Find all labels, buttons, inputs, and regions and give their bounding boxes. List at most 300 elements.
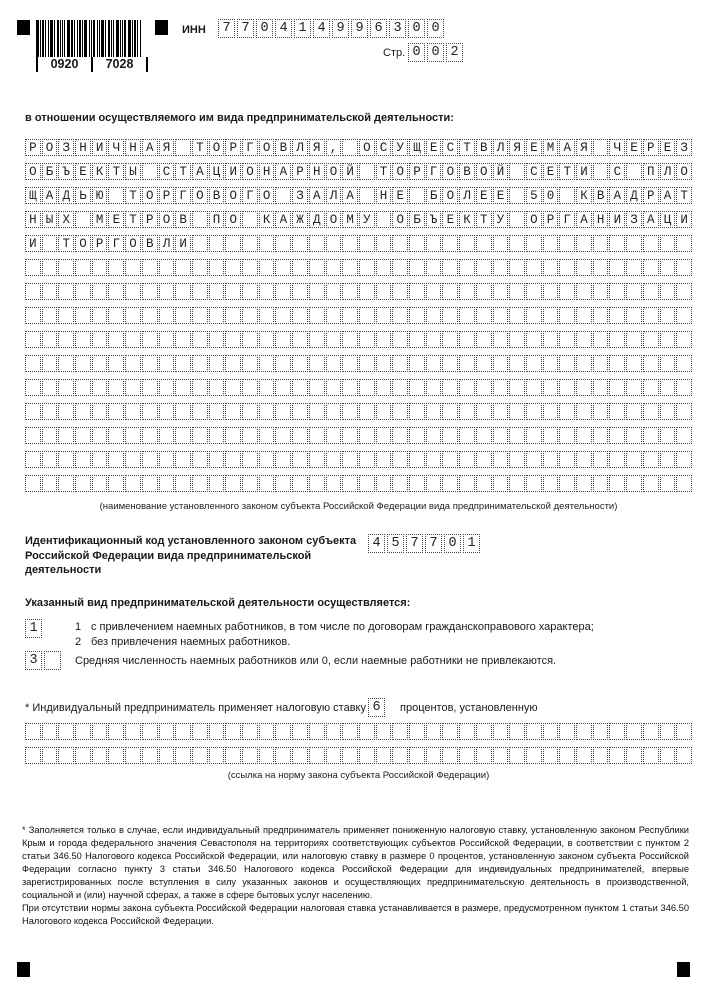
char-cell[interactable] xyxy=(593,475,609,492)
char-cell[interactable] xyxy=(326,403,342,420)
char-cell[interactable] xyxy=(92,355,108,372)
char-cell[interactable] xyxy=(409,355,425,372)
char-cell[interactable] xyxy=(259,235,275,252)
char-cell[interactable]: З xyxy=(676,139,692,156)
char-cell[interactable]: , xyxy=(326,139,342,156)
char-cell[interactable] xyxy=(376,259,392,276)
char-cell[interactable] xyxy=(159,475,175,492)
char-cell[interactable] xyxy=(142,475,158,492)
char-cell[interactable] xyxy=(426,403,442,420)
char-cell[interactable] xyxy=(192,379,208,396)
char-cell[interactable] xyxy=(342,307,358,324)
char-cell[interactable] xyxy=(225,259,241,276)
char-cell[interactable] xyxy=(192,427,208,444)
char-cell[interactable] xyxy=(392,307,408,324)
char-cell[interactable] xyxy=(225,723,241,740)
char-cell[interactable]: Н xyxy=(593,211,609,228)
char-cell[interactable] xyxy=(426,355,442,372)
char-cell[interactable] xyxy=(459,259,475,276)
char-cell[interactable] xyxy=(225,747,241,764)
char-cell[interactable] xyxy=(459,747,475,764)
char-cell[interactable] xyxy=(25,475,41,492)
char-cell[interactable]: Н xyxy=(376,187,392,204)
char-cell[interactable]: П xyxy=(643,163,659,180)
char-cell[interactable] xyxy=(559,355,575,372)
char-cell[interactable]: А xyxy=(142,139,158,156)
char-cell[interactable] xyxy=(643,403,659,420)
char-cell[interactable] xyxy=(209,475,225,492)
char-cell[interactable] xyxy=(476,379,492,396)
char-cell[interactable] xyxy=(142,163,158,180)
char-cell[interactable]: Р xyxy=(159,187,175,204)
char-cell[interactable] xyxy=(559,475,575,492)
char-cell[interactable]: И xyxy=(676,211,692,228)
char-cell[interactable] xyxy=(225,355,241,372)
char-cell[interactable]: Л xyxy=(292,139,308,156)
char-cell[interactable] xyxy=(292,235,308,252)
char-cell[interactable]: Г xyxy=(175,187,191,204)
char-cell[interactable] xyxy=(292,355,308,372)
char-cell[interactable] xyxy=(192,307,208,324)
char-cell[interactable] xyxy=(626,451,642,468)
char-cell[interactable]: О xyxy=(676,163,692,180)
char-cell[interactable] xyxy=(660,235,676,252)
char-cell[interactable] xyxy=(509,475,525,492)
char-cell[interactable] xyxy=(643,379,659,396)
char-cell[interactable] xyxy=(92,379,108,396)
char-cell[interactable]: 0 xyxy=(427,19,444,38)
char-cell[interactable] xyxy=(459,307,475,324)
char-cell[interactable]: 0 xyxy=(256,19,273,38)
char-cell[interactable] xyxy=(509,187,525,204)
char-cell[interactable] xyxy=(92,451,108,468)
char-cell[interactable]: Е xyxy=(526,139,542,156)
char-cell[interactable] xyxy=(125,427,141,444)
char-cell[interactable] xyxy=(426,451,442,468)
char-cell[interactable]: Ъ xyxy=(426,211,442,228)
char-cell[interactable]: С xyxy=(526,163,542,180)
char-cell[interactable] xyxy=(309,379,325,396)
char-cell[interactable] xyxy=(559,187,575,204)
char-cell[interactable]: Г xyxy=(242,187,258,204)
char-cell[interactable] xyxy=(242,211,258,228)
char-cell[interactable] xyxy=(660,403,676,420)
char-cell[interactable] xyxy=(526,403,542,420)
char-cell[interactable] xyxy=(342,259,358,276)
char-cell[interactable] xyxy=(58,307,74,324)
char-cell[interactable] xyxy=(526,283,542,300)
char-cell[interactable] xyxy=(392,723,408,740)
char-cell[interactable] xyxy=(275,259,291,276)
char-cell[interactable]: 0 xyxy=(408,43,425,62)
char-cell[interactable] xyxy=(442,307,458,324)
char-cell[interactable] xyxy=(576,475,592,492)
char-cell[interactable] xyxy=(275,187,291,204)
char-cell[interactable]: Ц xyxy=(209,163,225,180)
char-cell[interactable] xyxy=(576,307,592,324)
char-cell[interactable] xyxy=(225,427,241,444)
char-cell[interactable] xyxy=(392,747,408,764)
char-cell[interactable] xyxy=(92,283,108,300)
char-cell[interactable] xyxy=(376,211,392,228)
char-cell[interactable] xyxy=(142,427,158,444)
char-cell[interactable] xyxy=(626,307,642,324)
char-cell[interactable] xyxy=(359,283,375,300)
char-cell[interactable]: 4 xyxy=(368,534,385,553)
char-cell[interactable]: О xyxy=(359,139,375,156)
char-cell[interactable] xyxy=(442,747,458,764)
char-cell[interactable] xyxy=(58,331,74,348)
char-cell[interactable] xyxy=(159,259,175,276)
char-cell[interactable] xyxy=(543,259,559,276)
char-cell[interactable]: 7 xyxy=(237,19,254,38)
char-cell[interactable]: У xyxy=(493,211,509,228)
char-cell[interactable] xyxy=(392,475,408,492)
char-cell[interactable] xyxy=(309,259,325,276)
char-cell[interactable] xyxy=(626,475,642,492)
char-cell[interactable] xyxy=(342,747,358,764)
char-cell[interactable] xyxy=(292,259,308,276)
char-cell[interactable]: 0 xyxy=(543,187,559,204)
char-cell[interactable] xyxy=(526,427,542,444)
char-cell[interactable]: Р xyxy=(643,187,659,204)
char-cell[interactable] xyxy=(609,259,625,276)
char-cell[interactable] xyxy=(175,283,191,300)
char-cell[interactable] xyxy=(676,259,692,276)
char-cell[interactable] xyxy=(25,307,41,324)
char-cell[interactable] xyxy=(593,723,609,740)
char-cell[interactable] xyxy=(242,747,258,764)
char-cell[interactable]: М xyxy=(92,211,108,228)
char-cell[interactable] xyxy=(309,355,325,372)
char-cell[interactable] xyxy=(376,379,392,396)
char-cell[interactable] xyxy=(58,451,74,468)
char-cell[interactable] xyxy=(359,379,375,396)
char-cell[interactable] xyxy=(543,307,559,324)
char-cell[interactable] xyxy=(559,307,575,324)
char-cell[interactable] xyxy=(543,747,559,764)
char-cell[interactable]: А xyxy=(42,187,58,204)
char-cell[interactable] xyxy=(543,723,559,740)
char-cell[interactable] xyxy=(643,475,659,492)
char-cell[interactable] xyxy=(459,475,475,492)
char-cell[interactable] xyxy=(242,331,258,348)
char-cell[interactable]: Н xyxy=(309,163,325,180)
char-cell[interactable] xyxy=(25,355,41,372)
char-cell[interactable]: С xyxy=(376,139,392,156)
char-cell[interactable] xyxy=(593,379,609,396)
char-cell[interactable] xyxy=(626,723,642,740)
char-cell[interactable] xyxy=(309,235,325,252)
char-cell[interactable] xyxy=(125,475,141,492)
char-cell[interactable] xyxy=(309,283,325,300)
char-cell[interactable] xyxy=(576,747,592,764)
char-cell[interactable] xyxy=(242,427,258,444)
char-cell[interactable] xyxy=(509,379,525,396)
char-cell[interactable] xyxy=(259,307,275,324)
char-cell[interactable] xyxy=(359,427,375,444)
char-cell[interactable]: А xyxy=(309,187,325,204)
char-cell[interactable] xyxy=(609,451,625,468)
char-cell[interactable] xyxy=(108,355,124,372)
char-cell[interactable] xyxy=(459,331,475,348)
char-cell[interactable] xyxy=(493,451,509,468)
char-cell[interactable] xyxy=(376,403,392,420)
char-cell[interactable] xyxy=(159,427,175,444)
char-cell[interactable] xyxy=(25,747,41,764)
char-cell[interactable] xyxy=(476,427,492,444)
char-cell[interactable]: Т xyxy=(376,163,392,180)
char-cell[interactable] xyxy=(209,259,225,276)
char-cell[interactable] xyxy=(326,379,342,396)
char-cell[interactable] xyxy=(509,307,525,324)
char-cell[interactable] xyxy=(342,331,358,348)
char-cell[interactable] xyxy=(442,451,458,468)
char-cell[interactable] xyxy=(643,723,659,740)
char-cell[interactable]: 6 xyxy=(368,698,385,717)
char-cell[interactable] xyxy=(459,379,475,396)
char-cell[interactable] xyxy=(476,723,492,740)
char-cell[interactable] xyxy=(442,475,458,492)
char-cell[interactable] xyxy=(509,747,525,764)
char-cell[interactable]: И xyxy=(175,235,191,252)
char-cell[interactable]: 9 xyxy=(332,19,349,38)
char-cell[interactable] xyxy=(75,283,91,300)
char-cell[interactable] xyxy=(509,259,525,276)
char-cell[interactable] xyxy=(259,747,275,764)
char-cell[interactable] xyxy=(326,283,342,300)
char-cell[interactable] xyxy=(426,723,442,740)
char-cell[interactable] xyxy=(459,723,475,740)
char-cell[interactable] xyxy=(192,211,208,228)
char-cell[interactable] xyxy=(209,307,225,324)
char-cell[interactable] xyxy=(58,747,74,764)
char-cell[interactable] xyxy=(175,747,191,764)
char-cell[interactable]: Щ xyxy=(25,187,41,204)
char-cell[interactable] xyxy=(559,235,575,252)
char-cell[interactable] xyxy=(643,355,659,372)
char-cell[interactable] xyxy=(142,723,158,740)
char-cell[interactable] xyxy=(75,379,91,396)
char-cell[interactable] xyxy=(593,355,609,372)
char-cell[interactable] xyxy=(593,235,609,252)
char-cell[interactable] xyxy=(42,427,58,444)
char-cell[interactable]: Р xyxy=(25,139,41,156)
char-cell[interactable] xyxy=(609,307,625,324)
char-cell[interactable] xyxy=(209,283,225,300)
char-cell[interactable] xyxy=(559,723,575,740)
char-cell[interactable]: Д xyxy=(58,187,74,204)
char-cell[interactable] xyxy=(108,427,124,444)
char-cell[interactable] xyxy=(392,235,408,252)
char-cell[interactable]: 4 xyxy=(275,19,292,38)
char-cell[interactable] xyxy=(125,379,141,396)
char-cell[interactable]: 7 xyxy=(425,534,442,553)
char-cell[interactable] xyxy=(75,427,91,444)
char-cell[interactable]: Е xyxy=(543,163,559,180)
char-cell[interactable]: О xyxy=(225,211,241,228)
char-cell[interactable] xyxy=(426,307,442,324)
char-cell[interactable]: О xyxy=(526,211,542,228)
char-cell[interactable]: Ъ xyxy=(58,163,74,180)
char-cell[interactable] xyxy=(609,403,625,420)
char-cell[interactable] xyxy=(626,163,642,180)
char-cell[interactable] xyxy=(426,283,442,300)
char-cell[interactable] xyxy=(576,723,592,740)
char-cell[interactable] xyxy=(426,747,442,764)
char-cell[interactable] xyxy=(392,451,408,468)
char-cell[interactable]: О xyxy=(125,235,141,252)
char-cell[interactable]: О xyxy=(75,235,91,252)
char-cell[interactable] xyxy=(42,379,58,396)
char-cell[interactable]: Р xyxy=(643,139,659,156)
char-cell[interactable]: Г xyxy=(242,139,258,156)
char-cell[interactable] xyxy=(459,451,475,468)
char-cell[interactable] xyxy=(609,331,625,348)
char-cell[interactable] xyxy=(125,451,141,468)
char-cell[interactable] xyxy=(376,331,392,348)
char-cell[interactable] xyxy=(509,283,525,300)
char-cell[interactable] xyxy=(509,723,525,740)
char-cell[interactable] xyxy=(259,427,275,444)
char-cell[interactable]: Г xyxy=(559,211,575,228)
char-cell[interactable] xyxy=(676,427,692,444)
char-cell[interactable] xyxy=(376,451,392,468)
char-cell[interactable] xyxy=(576,379,592,396)
char-cell[interactable] xyxy=(476,403,492,420)
char-cell[interactable] xyxy=(676,307,692,324)
char-cell[interactable] xyxy=(42,235,58,252)
char-cell[interactable] xyxy=(75,747,91,764)
char-cell[interactable] xyxy=(142,379,158,396)
char-cell[interactable] xyxy=(626,747,642,764)
char-cell[interactable] xyxy=(459,427,475,444)
char-cell[interactable] xyxy=(660,747,676,764)
char-cell[interactable] xyxy=(142,307,158,324)
char-cell[interactable] xyxy=(259,379,275,396)
char-cell[interactable] xyxy=(676,475,692,492)
char-cell[interactable]: Р xyxy=(409,163,425,180)
char-cell[interactable] xyxy=(476,283,492,300)
char-cell[interactable] xyxy=(225,475,241,492)
char-cell[interactable] xyxy=(275,427,291,444)
char-cell[interactable]: В xyxy=(476,139,492,156)
char-cell[interactable] xyxy=(526,723,542,740)
char-cell[interactable] xyxy=(609,235,625,252)
char-cell[interactable] xyxy=(175,259,191,276)
char-cell[interactable] xyxy=(259,355,275,372)
char-cell[interactable] xyxy=(108,307,124,324)
char-cell[interactable]: А xyxy=(609,187,625,204)
char-cell[interactable] xyxy=(660,283,676,300)
char-cell[interactable] xyxy=(676,747,692,764)
char-cell[interactable] xyxy=(292,475,308,492)
char-cell[interactable]: Е xyxy=(660,139,676,156)
char-cell[interactable] xyxy=(42,747,58,764)
char-cell[interactable] xyxy=(392,283,408,300)
char-cell[interactable] xyxy=(509,403,525,420)
char-cell[interactable]: Т xyxy=(108,163,124,180)
char-cell[interactable]: И xyxy=(609,211,625,228)
char-cell[interactable]: В xyxy=(142,235,158,252)
char-cell[interactable]: Т xyxy=(559,163,575,180)
char-cell[interactable] xyxy=(392,355,408,372)
char-cell[interactable] xyxy=(192,747,208,764)
char-cell[interactable] xyxy=(576,451,592,468)
char-cell[interactable] xyxy=(392,259,408,276)
char-cell[interactable] xyxy=(292,451,308,468)
char-cell[interactable]: В xyxy=(459,163,475,180)
char-cell[interactable] xyxy=(108,379,124,396)
char-cell[interactable] xyxy=(25,283,41,300)
char-cell[interactable] xyxy=(593,747,609,764)
char-cell[interactable] xyxy=(342,139,358,156)
char-cell[interactable]: А xyxy=(275,211,291,228)
char-cell[interactable] xyxy=(275,747,291,764)
char-cell[interactable] xyxy=(476,747,492,764)
char-cell[interactable] xyxy=(209,355,225,372)
char-cell[interactable] xyxy=(75,723,91,740)
char-cell[interactable] xyxy=(142,331,158,348)
char-cell[interactable] xyxy=(509,331,525,348)
char-cell[interactable] xyxy=(326,331,342,348)
char-cell[interactable] xyxy=(543,283,559,300)
char-cell[interactable]: Й xyxy=(342,163,358,180)
char-cell[interactable] xyxy=(593,331,609,348)
char-cell[interactable]: З xyxy=(58,139,74,156)
char-cell[interactable] xyxy=(643,331,659,348)
char-cell[interactable] xyxy=(409,187,425,204)
char-cell[interactable] xyxy=(576,235,592,252)
char-cell[interactable] xyxy=(609,355,625,372)
char-cell[interactable] xyxy=(309,747,325,764)
char-cell[interactable] xyxy=(409,379,425,396)
char-cell[interactable]: Е xyxy=(493,187,509,204)
char-cell[interactable] xyxy=(192,475,208,492)
char-cell[interactable] xyxy=(409,475,425,492)
char-cell[interactable] xyxy=(576,403,592,420)
char-cell[interactable] xyxy=(125,259,141,276)
char-cell[interactable] xyxy=(142,451,158,468)
char-cell[interactable] xyxy=(392,331,408,348)
char-cell[interactable] xyxy=(175,355,191,372)
char-cell[interactable] xyxy=(192,403,208,420)
char-cell[interactable] xyxy=(108,283,124,300)
char-cell[interactable] xyxy=(292,379,308,396)
char-cell[interactable] xyxy=(576,355,592,372)
char-cell[interactable] xyxy=(75,259,91,276)
char-cell[interactable]: У xyxy=(392,139,408,156)
char-cell[interactable] xyxy=(275,403,291,420)
char-cell[interactable] xyxy=(660,427,676,444)
char-cell[interactable]: Ы xyxy=(125,163,141,180)
char-cell[interactable] xyxy=(159,451,175,468)
char-cell[interactable] xyxy=(108,451,124,468)
char-cell[interactable]: О xyxy=(25,163,41,180)
char-cell[interactable]: Т xyxy=(175,163,191,180)
char-cell[interactable] xyxy=(209,723,225,740)
char-cell[interactable] xyxy=(159,283,175,300)
char-cell[interactable] xyxy=(159,307,175,324)
char-cell[interactable] xyxy=(108,403,124,420)
char-cell[interactable] xyxy=(359,723,375,740)
char-cell[interactable] xyxy=(526,235,542,252)
char-cell[interactable] xyxy=(175,427,191,444)
char-cell[interactable] xyxy=(392,403,408,420)
char-cell[interactable] xyxy=(292,747,308,764)
char-cell[interactable] xyxy=(125,307,141,324)
char-cell[interactable] xyxy=(493,723,509,740)
